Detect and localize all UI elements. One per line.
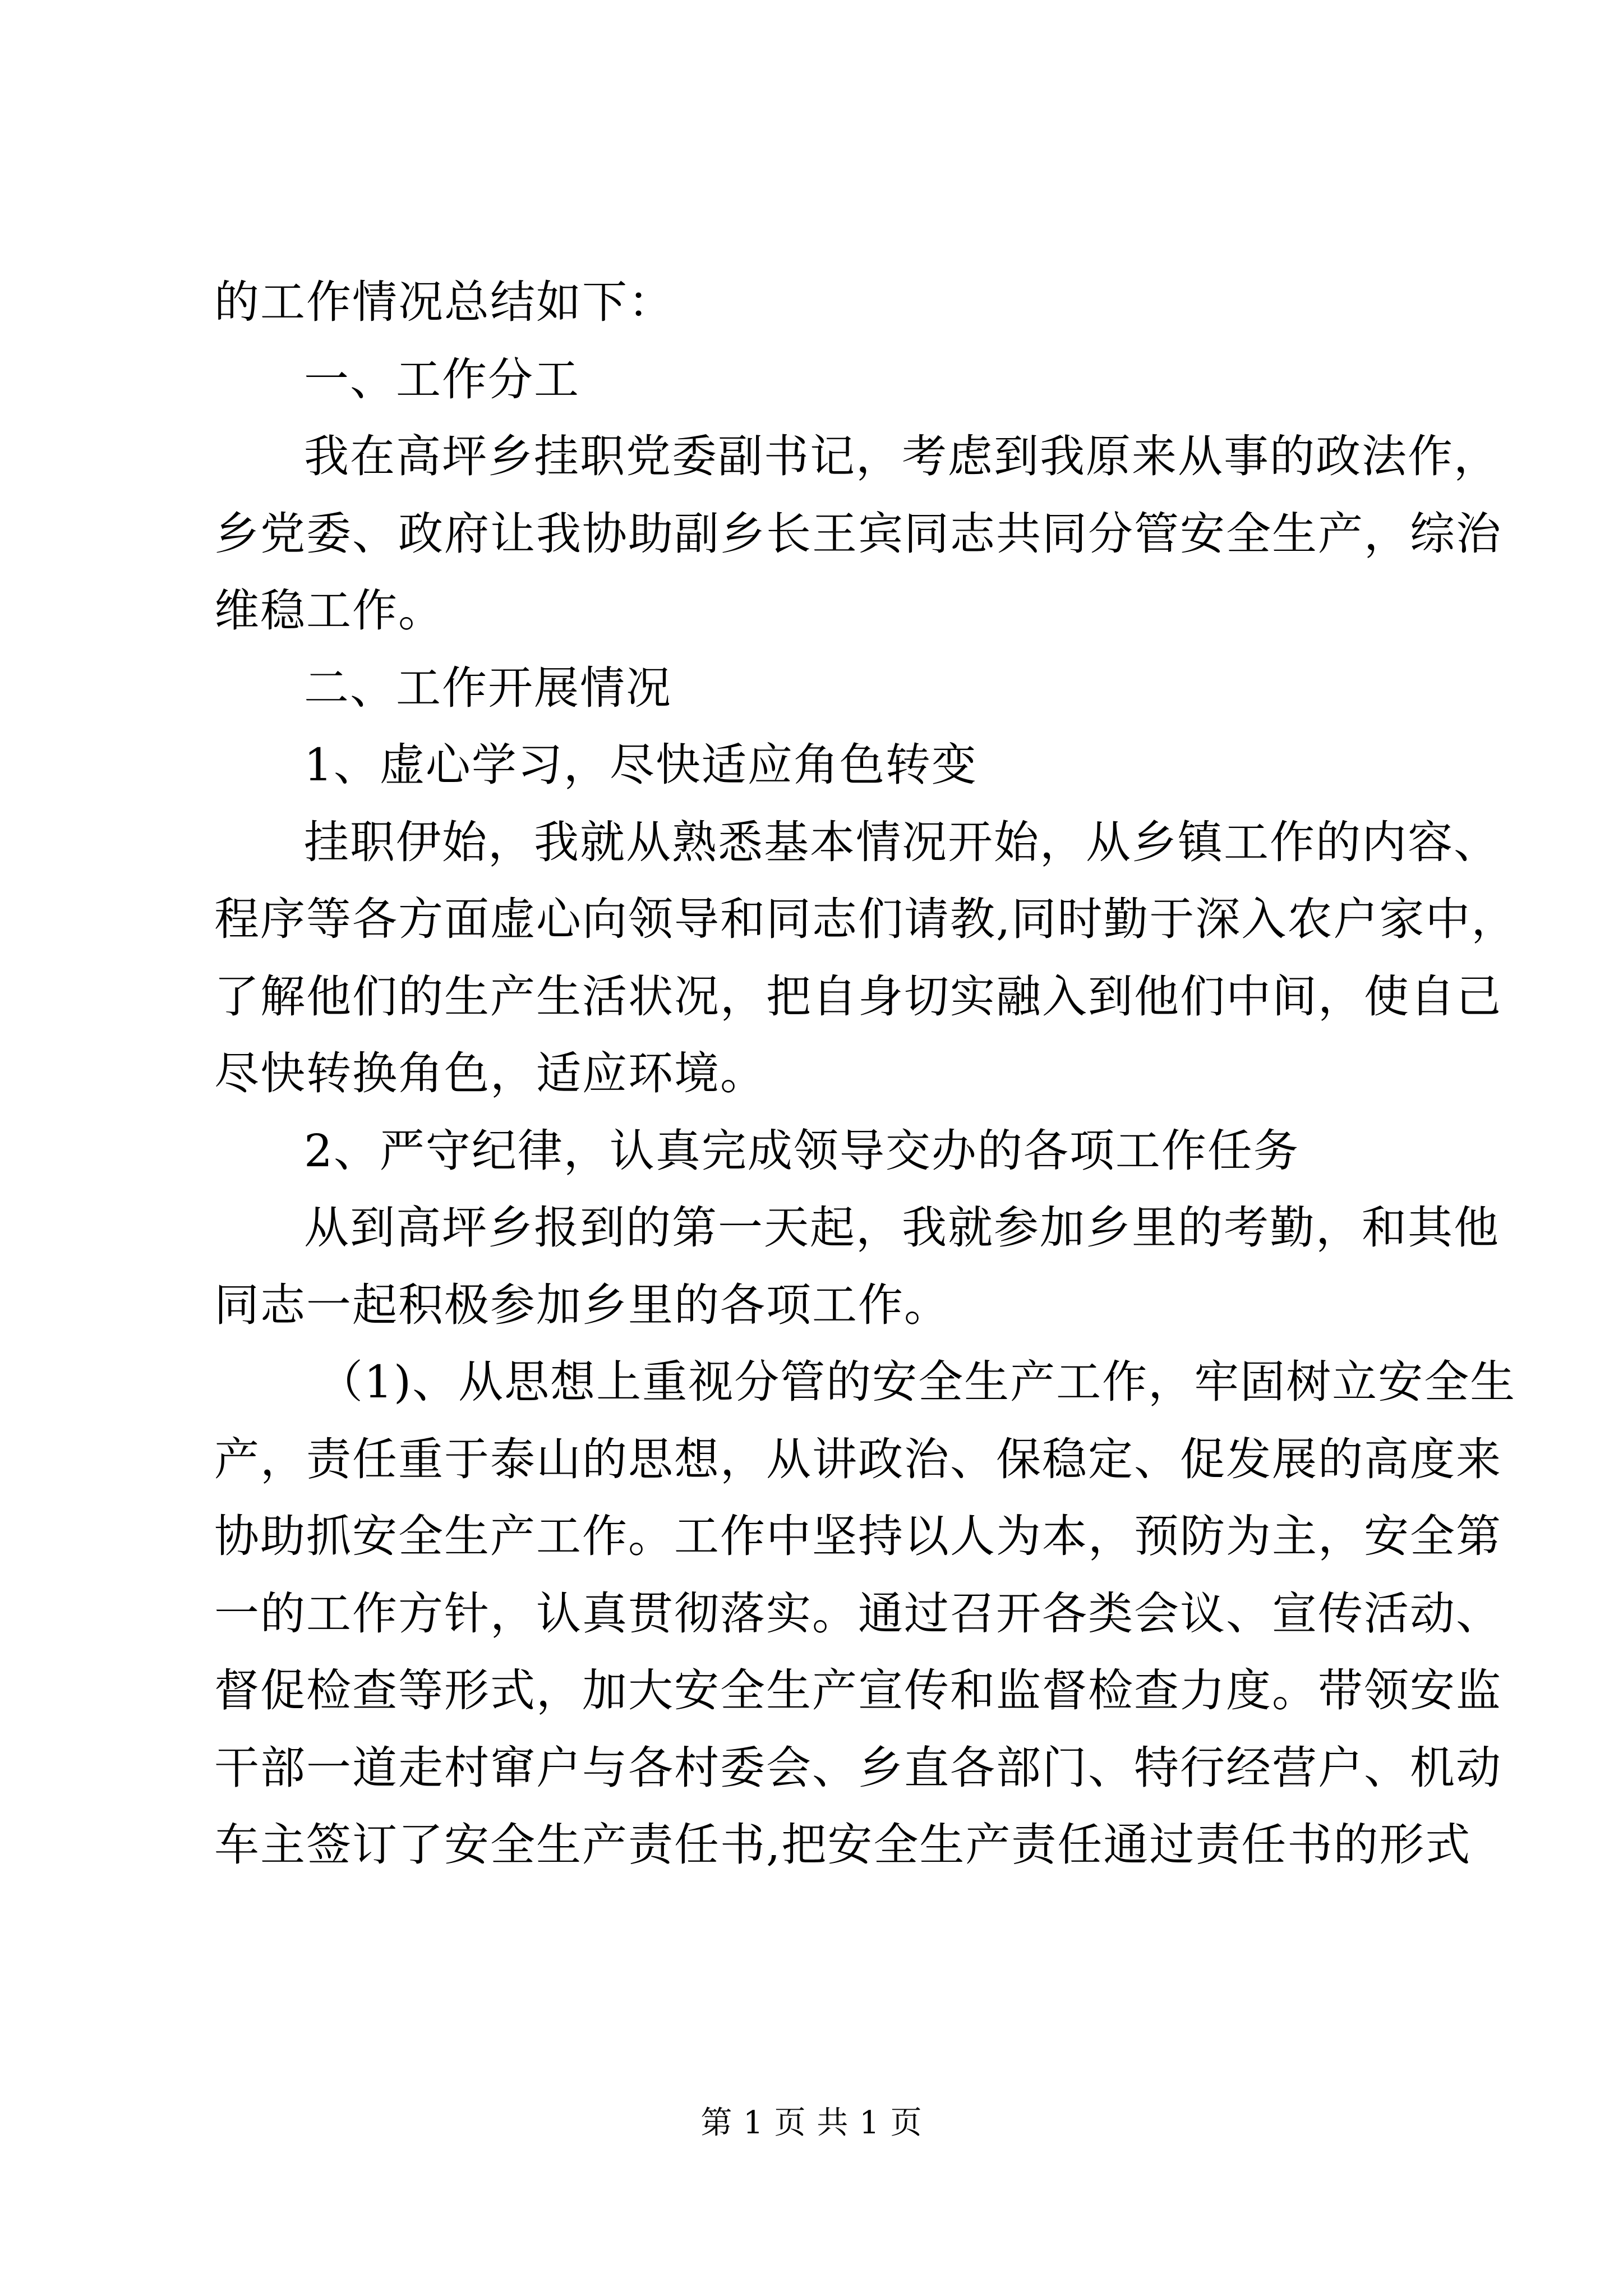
paragraph-line: 协助抓安全生产工作。工作中坚持以人为本，预防为主，安全第 bbox=[214, 1510, 1502, 1562]
paragraph-line: 了解他们的生产生活状况，把自身切实融入到他们中间，使自己 bbox=[214, 970, 1502, 1023]
paragraph-line: 挂职伊始，我就从熟悉基本情况开始，从乡镇工作的内容、 bbox=[304, 816, 1500, 868]
text-line: 的工作情况总结如下： bbox=[214, 276, 674, 328]
subsection-heading: 2、严守纪律，认真完成领导交办的各项工作任务 bbox=[304, 1124, 1299, 1177]
paragraph-line: 同志一起积极参加乡里的各项工作。 bbox=[214, 1278, 950, 1331]
document-body bbox=[214, 264, 1518, 1884]
page-number-footer: 第 1 页 共 1 页 bbox=[700, 2105, 923, 2141]
paragraph-line: （1)、从思想上重视分管的安全生产工作，牢固树立安全生 bbox=[318, 1356, 1516, 1408]
paragraph-line: 我在高坪乡挂职党委副书记，考虑到我原来从事的政法作， bbox=[304, 430, 1500, 482]
section-heading: 二、工作开展情况 bbox=[304, 661, 672, 714]
paragraph-line: 尽快转换角色，适应环境。 bbox=[214, 1047, 766, 1099]
paragraph-line: 产，责任重于泰山的思想，从讲政治、保稳定、促发展的高度来 bbox=[214, 1433, 1502, 1485]
paragraph-line: 干部一道走村窜户与各村委会、乡直各部门、特行经营户、机动 bbox=[214, 1741, 1502, 1794]
paragraph-line: 车主签订了安全生产责任书,把安全生产责任通过责任书的形式 bbox=[214, 1819, 1472, 1871]
subsection-heading: 1、虚心学习，尽快适应角色转变 bbox=[304, 739, 978, 791]
paragraph-line: 乡党委、政府让我协助副乡长王宾同志共同分管安全生产，综治 bbox=[214, 507, 1502, 560]
paragraph-line: 维稳工作。 bbox=[214, 585, 444, 637]
paragraph-line: 程序等各方面虚心向领导和同志们请教,同时勤于深入农户家中， bbox=[214, 893, 1518, 945]
paragraph-line: 一的工作方针，认真贯彻落实。通过召开各类会议、宣传活动、 bbox=[214, 1587, 1502, 1640]
paragraph-line: 督促检查等形式，加大安全生产宣传和监督检查力度。带领安监 bbox=[214, 1664, 1502, 1717]
section-heading: 一、工作分工 bbox=[304, 353, 580, 406]
paragraph-line: 从到高坪乡报到的第一天起，我就参加乡里的考勤，和其他 bbox=[304, 1202, 1500, 1254]
